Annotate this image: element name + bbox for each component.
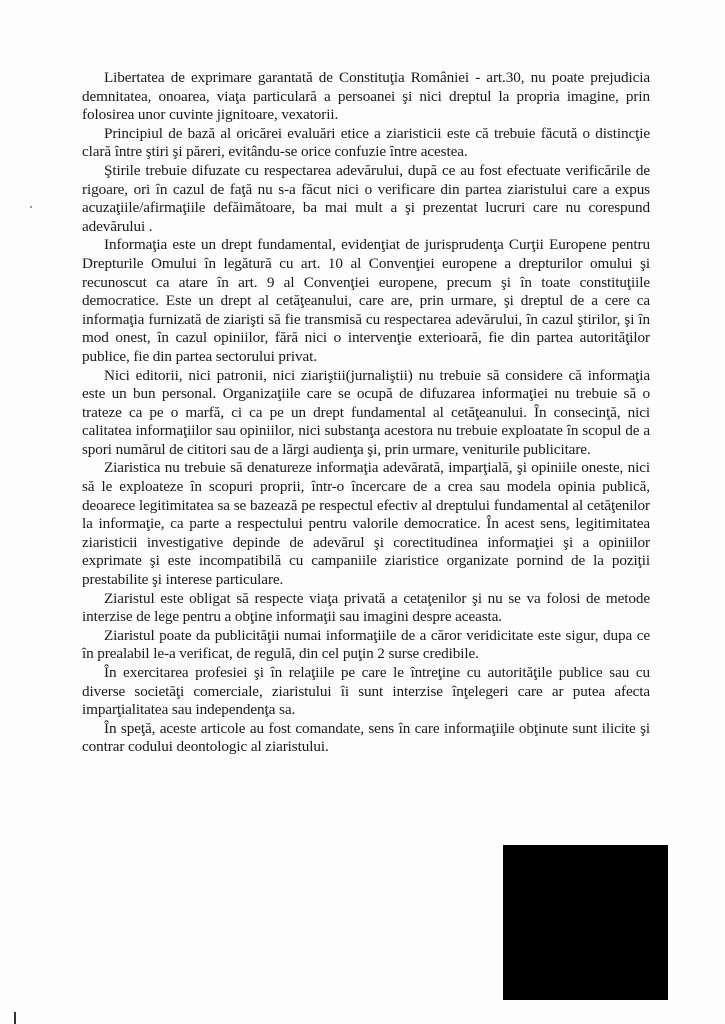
paragraph-news-truth: Ştirile trebuie difuzate cu respectarea adevărului, după ce au fost efectuate verificările de rigoare, ori în cazul de faţă nu s-a făcut nici o verificare din partea ziaristului care a expus acuzaţiile/afirmaţiile defăimătoare, ba mai mult a şi prezentat lucruri care nu corespund adevărului .: [82, 161, 650, 235]
paragraph-verification: Ziaristul poate da publicităţii numai informaţiile de a căror veridicitate este sigur, dupa ce în prealabil le-a verificat, de regulă, din cel puţin 2 surse credibile.: [82, 626, 650, 663]
paragraph-independence: În exercitarea profesiei şi în relaţiile pe care le întreţine cu autorităţile publice sau cu diverse societăţi comerciale, ziaristului îi sunt interzise înţelegeri care ar putea afecta imparţialitatea sau independenţa sa.: [82, 664, 650, 719]
paragraph-ethical-principle: Principiul de bază al oricărei evaluări etice a ziaristicii este că trebuie făcută o distincţie clară între ştiri şi păreri, evitându-se orice confuzie între acestea.: [82, 124, 650, 161]
scan-speck: [30, 206, 32, 208]
paragraph-journalism-integrity: Ziaristica nu trebuie să denatureze informaţia adevărată, imparţială, şi opiniile oneste, nici să le exploateze în scopuri proprii, într-o încercare de a crea sau modela opinia publică, deoarece legitimitatea sa se bazează pe respectul efectiv al dreptului fundamental al cetăţenilor la informaţie, ca parte a respectului pentru valorile democratice. În acest sens, legitimitatea ziaristicii investigative depinde de adevărul şi corectitudinea informaţiei şi a opiniilor exprimate şi este incompatibilă cu campaniile ziaristice organizate pornind de la poziţii prestabilite şi interese particulare.: [82, 459, 650, 589]
paragraph-information-right: Informaţia este un drept fundamental, evidenţiat de jurisprudenţa Curţii Europene pentru Drepturile Omului în legătură cu art. 10 al Convenţiei europene a drepturilor omului şi recunoscut ca atare în art. 9 al Convenţiei europene, precum şi în toate constituţiile democratice. Este un drept al cetăţeanului, care are, prin urmare, şi dreptul de a cere ca informaţia furnizată de ziarişti să fie transmisă cu respectarea adevărului, în cazul ştirilor, şi în mod onest, în cazul opiniilor, fără nici o intervenţie exterioară, fie din partea autorităţilor publice, fie din partea sectorului privat.: [82, 236, 650, 365]
paragraph-conclusion: În speţă, aceste articole au fost comandate, sens în care informaţiile obţinute sunt ilicite şi contrar codului deontologic al ziaristului.: [82, 719, 650, 756]
paragraph-information-not-commodity: Nici editorii, nici patronii, nici ziariştii(jurnaliştii) nu trebuie să considere că informaţia este un bun personal. Organizaţiile care se ocupă de difuzarea informaţiei nu trebuie să o trateze ca pe o marfă, ci ca pe un drept fundamental al cetăţeanului. În consecinţă, nici calitatea informaţiilor sau opiniilor, nici substanţa acestora nu trebuie exploatate în scopul de a spori numărul de cititori sau de a lărgi audienţa şi, prin urmare, veniturile publicitare.: [82, 366, 650, 458]
redaction-box: [503, 845, 668, 1000]
paragraph-freedom-of-expression: Libertatea de exprimare garantată de Constituţia României - art.30, nu poate prejudicia demnitatea, onoarea, viaţa particulară a persoanei şi nici dreptul la propria imagine, prin folosirea unor cuvinte jignitoare, vexatorii.: [82, 69, 650, 124]
scan-edge-mark: [14, 1012, 16, 1024]
document-body: [82, 69, 650, 757]
paragraph-private-life: Ziaristul este obligat să respecte viaţa privată a cetaţenilor şi nu se va folosi de metode interzise de lege pentru a obţine informaţii sau imagini despre aceasta.: [82, 589, 650, 626]
